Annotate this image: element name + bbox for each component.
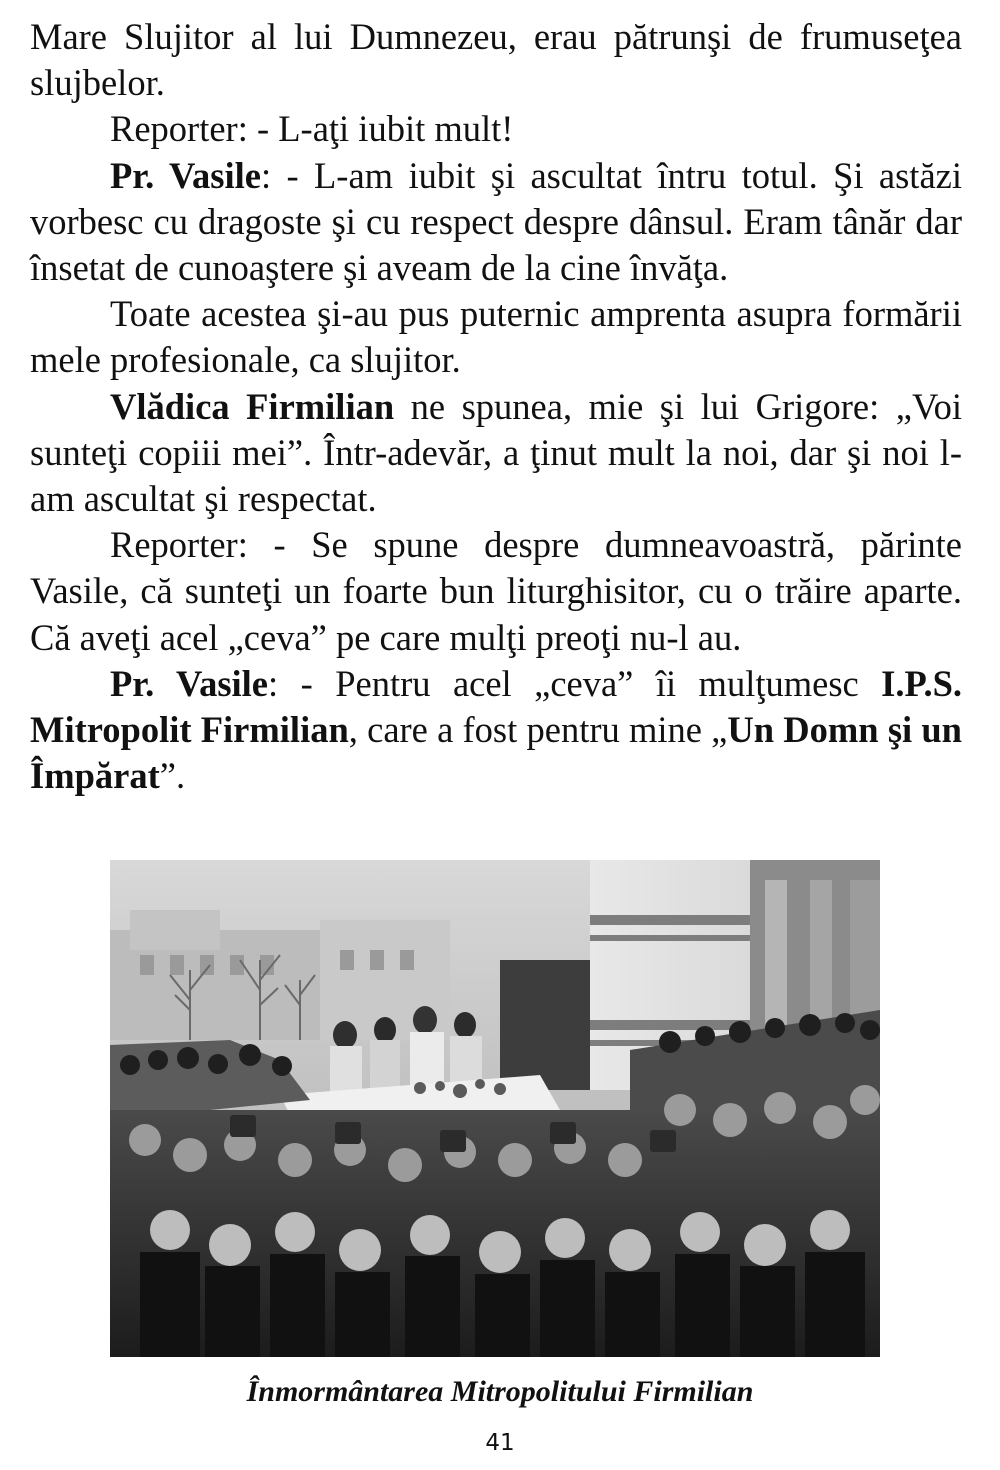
paragraph-6-text: Reporter: - Se spune despre dumneavoastră, părinte Vasile, că sunteţi un foarte bun liturghisitor, cu o trăire aparte. Că aveţi acel „ceva” pe care mulţi preoţi nu-l au. <box>30 524 962 658</box>
bold-title: I.P.S. Mitropolit Firmilian <box>30 662 962 751</box>
paragraph-7-text: : - Pentru acel „ceva” îi mulţumesc <box>268 662 882 704</box>
speaker-name: Pr. Vasile <box>110 662 269 704</box>
paragraph-2-text: Reporter: - L-aţi iubit mult! <box>110 108 514 150</box>
photo-caption: Înmormântarea Mitropolitului Firmilian <box>246 1375 754 1408</box>
paragraph-7-text-3: ”. <box>159 755 186 797</box>
paragraph-7-text-2: , care a fost pentru mine „ <box>348 709 728 751</box>
paragraph-7 <box>30 661 962 800</box>
paragraph-1 <box>30 14 962 106</box>
paragraph-4-text: Toate acestea şi-au pus puternic amprenta asupra formării mele profesionale, ca slujitor. <box>30 293 962 381</box>
paragraph-3 <box>30 153 962 292</box>
paragraph-3-text: : - L-am iubit şi ascultat întru totul. Şi astăzi vorbesc cu dragoste şi cu respect despre dânsul. Eram tânăr dar însetat de cunoaştere şi aveam de la cine învăţa. <box>30 154 962 289</box>
paragraph-5 <box>30 384 962 523</box>
paragraph-1-text: Mare Slujitor al lui Dumnezeu, erau pătrunşi de frumuseţea slujbelor. <box>30 16 962 104</box>
page-number: 41 <box>485 1430 515 1456</box>
bold-quote: Un Domn şi un Împărat <box>30 709 962 797</box>
paragraph-2 <box>30 106 962 152</box>
speaker-name: Pr. Vasile <box>110 154 261 196</box>
paragraph-5-text: ne spunea, mie şi lui Grigore: „Voi sunteţi copiii mei”. Într-adevăr, a ţinut mult la noi, dar şi noi l-am ascultat şi respectat. <box>30 385 963 520</box>
paragraph-4 <box>30 291 962 383</box>
bold-name: Vlădica Firmilian <box>110 385 395 427</box>
body-text <box>30 14 962 799</box>
funeral-photo <box>110 860 880 1357</box>
paragraph-6 <box>30 522 962 661</box>
